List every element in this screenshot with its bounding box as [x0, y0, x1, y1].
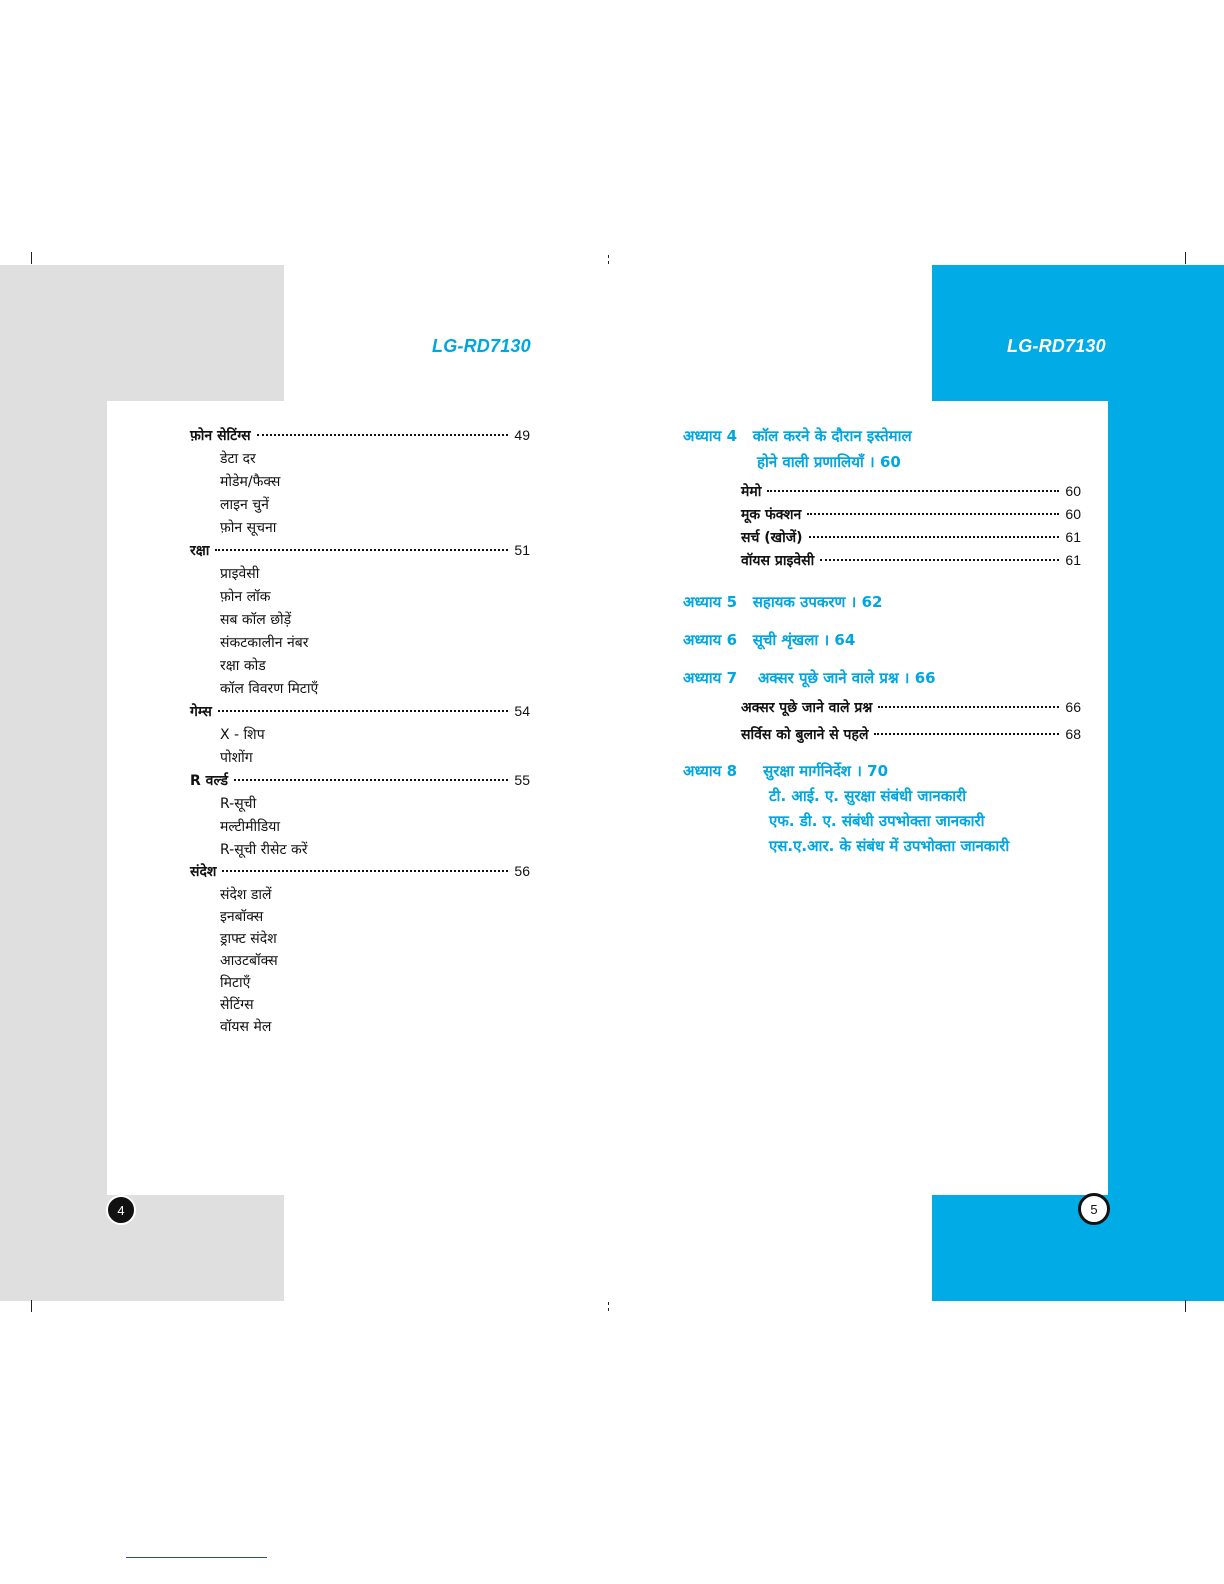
left-content-panel [107, 401, 537, 1195]
toc-item[interactable]: फ़ोन लॉक [220, 589, 271, 605]
toc-entry[interactable] [741, 698, 1081, 720]
toc-entry[interactable] [741, 505, 1081, 527]
separator: । [850, 593, 857, 611]
toc-entry-title: सर्च (खोजें) [741, 530, 803, 546]
toc-entry-title: मूक फंक्शन [741, 507, 802, 523]
toc-item[interactable]: डेटा दर [220, 451, 256, 467]
crop-mark [608, 1308, 609, 1311]
toc-section-title: संदेश [190, 864, 217, 880]
toc-section[interactable] [190, 541, 530, 563]
toc-item[interactable]: मिटाएँ [220, 975, 251, 991]
crop-mark [608, 255, 609, 258]
toc-item[interactable]: रक्षा कोड [220, 658, 266, 674]
toc-section-title: R वर्ल्ड [190, 773, 228, 789]
toc-item[interactable]: आउटबॉक्स [220, 953, 278, 969]
chapter-label: अध्याय 7 [683, 669, 738, 687]
chapter-4-heading[interactable] [683, 426, 912, 446]
toc-item[interactable]: प्राइवेसी [220, 566, 260, 582]
chapter-8-subline[interactable]: एस.ए.आर. के संबंध में उपभोक्ता जानकारी [769, 837, 1010, 855]
toc-item[interactable]: R-सूची [220, 796, 257, 812]
toc-entry-page: 66 [1065, 699, 1081, 715]
leader-dots [874, 733, 1059, 735]
chapter-title: कॉल करने के दौरान इस्तेमाल [752, 427, 912, 445]
toc-item[interactable]: R-सूची रीसेट करें [220, 842, 308, 858]
chapter-page: 70 [867, 762, 889, 780]
toc-item[interactable]: इनबॉक्स [220, 909, 264, 925]
leader-dots [234, 779, 508, 781]
toc-item[interactable]: पोशोंग [220, 750, 253, 766]
leader-dots [222, 870, 508, 872]
chapter-page: 64 [834, 631, 856, 649]
chapter-label: अध्याय 8 [683, 762, 738, 780]
chapter-6-heading[interactable] [683, 630, 855, 650]
chapter-label: अध्याय 4 [683, 427, 738, 445]
toc-item[interactable]: फ़ोन सूचना [220, 520, 277, 536]
chapter-label: अध्याय 5 [683, 593, 738, 611]
toc-entry-page: 60 [1065, 483, 1081, 499]
chapter-8-subline[interactable]: एफ. डी. ए. संबंधी उपभोक्ता जानकारी [769, 812, 985, 830]
toc-section-title: गेम्स [190, 704, 212, 720]
toc-section-title: रक्षा [190, 543, 210, 559]
toc-item[interactable]: मल्टीमीडिया [220, 819, 281, 835]
toc-section-page: 54 [514, 703, 530, 719]
toc-item[interactable]: संकटकालीन नंबर [220, 635, 309, 651]
toc-item[interactable]: मोडेम/फैक्स [220, 474, 281, 490]
toc-entry-title: अक्सर पूछे जाने वाले प्रश्न [741, 700, 873, 716]
toc-entry[interactable] [741, 725, 1081, 747]
leader-dots [767, 490, 1059, 492]
crop-mark [31, 1300, 32, 1312]
crop-mark [1185, 1300, 1186, 1312]
toc-item[interactable]: ड्राफ्ट संदेश [220, 931, 277, 947]
leader-dots [809, 536, 1060, 538]
leader-dots [878, 706, 1059, 708]
toc-item[interactable]: सेटिंग्स [220, 997, 254, 1013]
toc-section[interactable] [190, 862, 530, 884]
toc-entry-page: 61 [1065, 529, 1081, 545]
chapter-5-heading[interactable] [683, 592, 882, 612]
leader-dots [215, 549, 508, 551]
separator: । [856, 762, 862, 780]
toc-item[interactable]: लाइन चुनें [220, 497, 269, 513]
toc-entry-title: सर्विस को बुलाने से पहले [741, 727, 869, 743]
toc-entry-title: मेमो [741, 484, 762, 500]
chapter-8-subline[interactable]: टी. आई. ए. सुरक्षा संबंधी जानकारी [769, 787, 967, 805]
chapter-page: 60 [879, 453, 901, 471]
toc-entry[interactable] [741, 482, 1081, 504]
crop-mark [1185, 252, 1186, 264]
toc-section-page: 56 [514, 863, 530, 879]
chapter-title: होने वाली प्रणालियाँ [757, 453, 864, 471]
chapter-4-heading-line2[interactable] [757, 452, 901, 472]
chapter-page: 66 [914, 669, 936, 687]
toc-section[interactable] [190, 702, 530, 724]
page-number-left: 4 [106, 1195, 136, 1225]
chapter-title: सुरक्षा मार्गनिर्देश [763, 762, 851, 780]
page-number-right: 5 [1078, 1193, 1110, 1225]
toc-entry-page: 60 [1065, 506, 1081, 522]
toc-section[interactable] [190, 771, 530, 793]
toc-entry[interactable] [741, 528, 1081, 550]
chapter-title: सहायक उपकरण [752, 593, 846, 611]
right-model-title: LG-RD7130 [1007, 336, 1106, 356]
toc-section-title: फ़ोन सेटिंग्स [190, 428, 251, 444]
toc-item[interactable]: X - शिप [220, 727, 265, 743]
left-model-title: LG-RD7130 [432, 336, 531, 356]
bottom-rule [126, 1557, 267, 1558]
leader-dots [257, 434, 509, 436]
toc-item[interactable]: कॉल विवरण मिटाएँ [220, 681, 319, 697]
chapter-label: अध्याय 6 [683, 631, 738, 649]
toc-item[interactable]: वॉयस मेल [220, 1019, 272, 1035]
chapter-page: 62 [861, 593, 883, 611]
leader-dots [218, 710, 509, 712]
toc-section[interactable] [190, 426, 530, 448]
toc-section-page: 49 [514, 427, 530, 443]
toc-item[interactable]: संदेश डालें [220, 887, 272, 903]
crop-mark [31, 252, 32, 264]
separator: । [903, 669, 910, 687]
crop-mark [608, 261, 609, 264]
chapter-title: सूची शृंखला [752, 631, 819, 649]
toc-entry-title: वॉयस प्राइवेसी [741, 553, 815, 569]
toc-entry-page: 61 [1065, 552, 1081, 568]
toc-section-page: 51 [514, 542, 530, 558]
toc-entry-page: 68 [1065, 726, 1081, 742]
separator: । [869, 453, 875, 471]
leader-dots [820, 559, 1059, 561]
leader-dots [807, 513, 1059, 515]
toc-item[interactable]: सब कॉल छोड़ें [220, 612, 292, 628]
chapter-7-heading[interactable] [683, 668, 936, 688]
crop-mark [608, 1302, 609, 1305]
separator: । [823, 631, 830, 649]
toc-section-page: 55 [514, 772, 530, 788]
toc-entry[interactable] [741, 551, 1081, 573]
chapter-title: अक्सर पूछे जाने वाले प्रश्न [757, 669, 899, 687]
chapter-8-heading[interactable] [683, 761, 888, 781]
